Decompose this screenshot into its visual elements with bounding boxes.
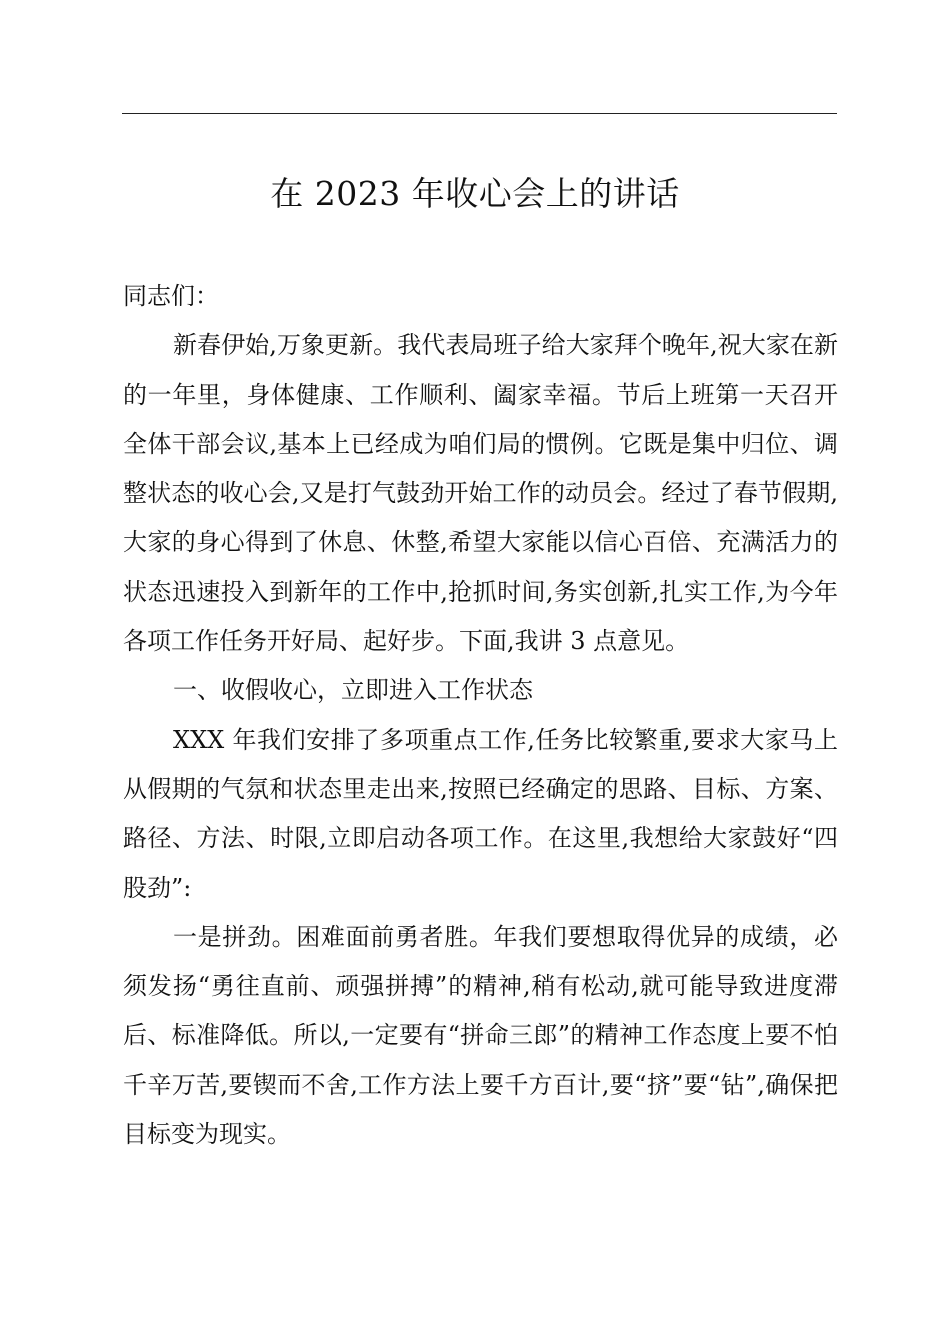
header-rule bbox=[122, 113, 837, 114]
salutation: 同志们： bbox=[123, 282, 219, 310]
document-body bbox=[123, 272, 838, 1159]
section-heading-1: 一、收假收心，立即进入工作状态 bbox=[173, 676, 533, 705]
document-title: 在 2023 年收心会上的讲话 bbox=[270, 174, 680, 213]
paragraph-point-1: 一是拼劲。困难面前勇者胜。年我们要想取得优异的成绩，必须发扬“勇往直前、顽强拼搏”的精神,稍有松动,就可能导致进度滞后、标准降低。所以,一定要有“拼命三郎”的精神工作态度上要不怕千辛万苦,要锲而不舍,工作方法上要千方百计,要“挤”要“钻”,确保把目标变为现实。 bbox=[123, 922, 838, 1149]
paragraph-section-1: XXX 年我们安排了多项重点工作,任务比较繁重,要求大家马上从假期的气氛和状态里走出来,按照已经确定的思路、目标、方案、路径、方法、时限,立即启动各项工作。在这里,我想给大家鼓好“四股劲”: bbox=[123, 725, 838, 902]
paragraph-opening: 新春伊始,万象更新。我代表局班子给大家拜个晚年,祝大家在新的一年里，身体健康、工作顺利、阖家幸福。节后上班第一天召开全体干部会议,基本上已经成为咱们局的惯例。它既是集中归位、调整状态的收心会,又是打气鼓劲开始工作的动员会。经过了春节假期,大家的身心得到了休息、休整,希望大家能以信心百倍、充满活力的状态迅速投入到新年的工作中,抢抓时间,务实创新,扎实工作,为今年各项工作任务开好局、起好步。下面,我讲 3 点意见。 bbox=[123, 331, 838, 656]
